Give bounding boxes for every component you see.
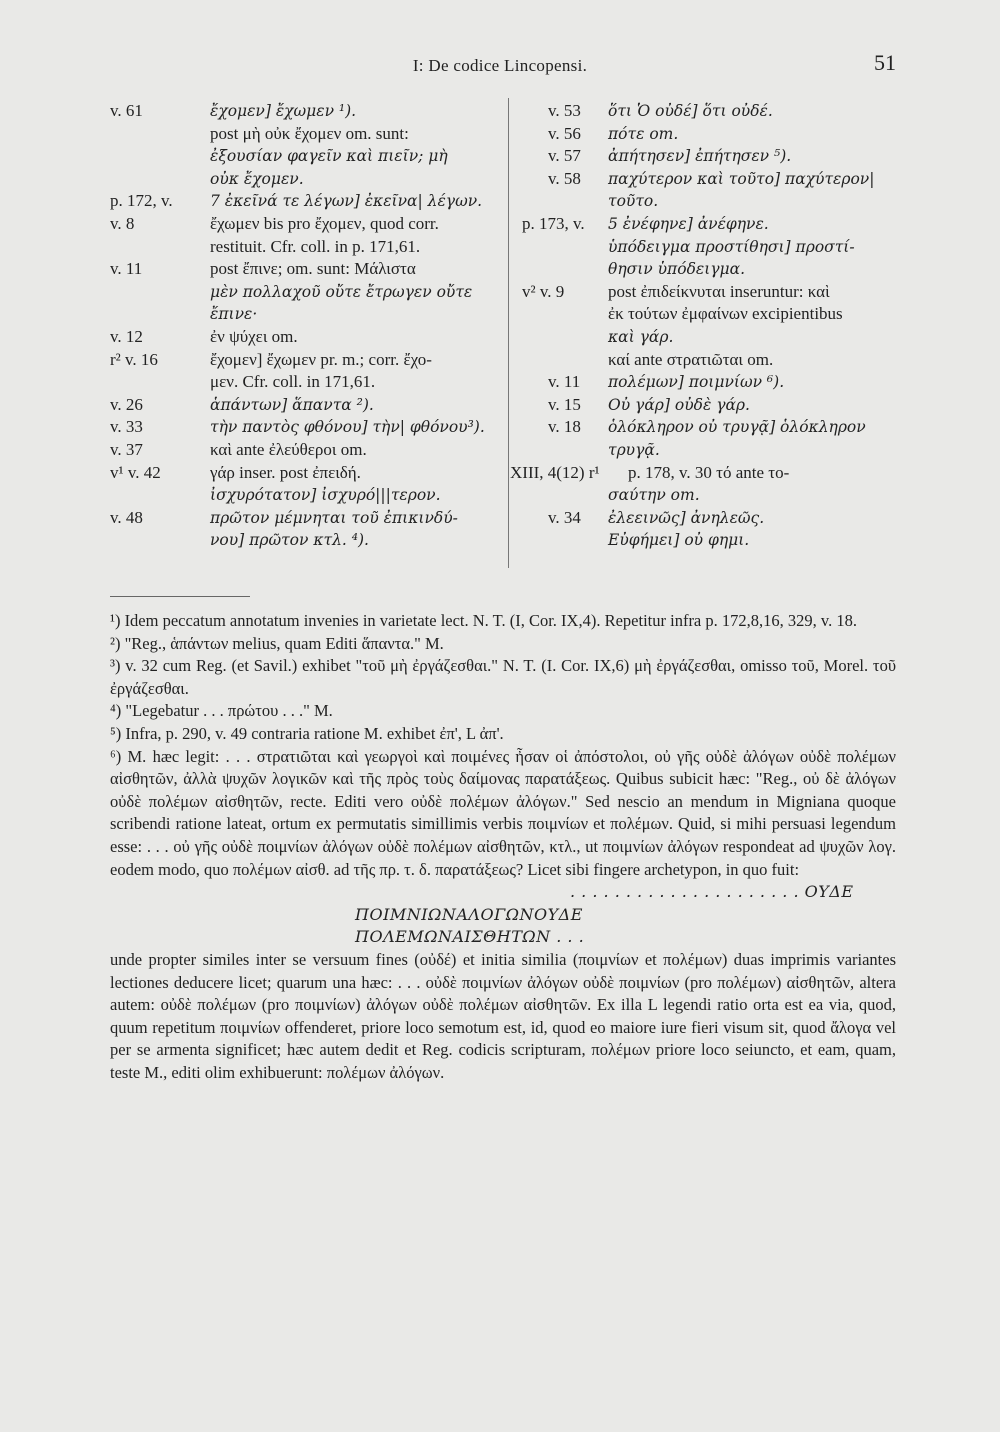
entry-ref (110, 168, 210, 191)
entry-ref (508, 236, 608, 259)
entry-ref (508, 349, 608, 372)
collation-entry (508, 529, 908, 552)
entry-ref: v. 26 (110, 394, 143, 414)
collation-entry (110, 123, 510, 146)
entry-text: restituit. Cfr. coll. in p. 171,61. (210, 236, 421, 256)
entry-ref: v. 58 (548, 168, 581, 188)
entry-text: σαύτην om. (608, 486, 700, 505)
entry-text: γάρ inser. post ἐπειδή. (210, 462, 361, 482)
collation-entry (508, 439, 908, 462)
entry-text: post ἐπιδείκνυται inseruntur: καὶ (608, 281, 830, 301)
entry-ref (508, 326, 608, 349)
collation-entry (508, 349, 908, 372)
collation-entry (110, 168, 510, 191)
collation-entry (508, 303, 908, 326)
entry-ref: v. 11 (548, 372, 581, 392)
entry-ref (508, 439, 608, 462)
entry-ref: v¹ v. 42 (110, 462, 161, 482)
entry-text: 7 ἐκεῖνά τε λέγων] ἐκεῖνα| λέγων. (210, 192, 483, 211)
collation-entry (110, 236, 510, 259)
collation-entry (508, 371, 908, 394)
entry-text: ἁπάντων] ἅπαντα ²). (210, 395, 374, 414)
page-number: 51 (874, 50, 896, 75)
entry-text: ὅτι Ὁ οὐδέ] ὅτι οὐδέ. (608, 102, 773, 120)
entry-ref: v. 37 (110, 439, 143, 459)
collation-entry (508, 145, 908, 168)
entry-text: ὑπόδειγμα προστίθησι] προστί- (608, 237, 855, 256)
footnote: ⁵) Infra, p. 290, v. 49 contraria ratione M. exhibet ἐπ', L ἀπ'. (110, 723, 504, 743)
collation-entry (508, 123, 908, 146)
collation-entry (110, 100, 510, 123)
collation-entry (110, 394, 510, 417)
entry-ref: v. 57 (548, 146, 581, 166)
entry-text: ἐξουσίαν φαγεῖν καὶ πιεῖν; μὴ (210, 147, 448, 166)
footnote-separator (110, 596, 250, 597)
entry-text: post μὴ οὐκ ἔχομεν om. sunt: (210, 123, 409, 143)
entry-text: καὶ γάρ. (608, 327, 674, 346)
collation-entry (508, 394, 908, 417)
entry-ref: p. 172, v. (110, 191, 173, 211)
entry-text: ἔχωμεν bis pro ἔχομεν, quod corr. (210, 213, 439, 233)
entry-ref (110, 123, 210, 146)
entry-text: ἀπήτησεν] ἐπήτησεν ⁵). (608, 147, 792, 166)
collation-entry (508, 484, 908, 507)
entry-text: ἐν ψύχει om. (210, 326, 298, 346)
collation-entry (110, 326, 510, 349)
entry-text: καί ante στρατιῶται om. (608, 349, 774, 369)
entry-ref (508, 484, 608, 507)
entry-ref: v. 61 (110, 101, 143, 120)
entry-text: ὁλόκληρον οὐ τρυγᾷ] ὁλόκληρον (608, 418, 866, 437)
footnote: ⁶) M. hæc legit: . . . στρατιῶται καὶ γεωργοὶ καὶ ποιμένες ἦσαν οἱ ἀπόστολοι, οὐ γῆς οὐδὲ ἀλόγων οὐδὲ πολέμων αἰσθητῶν, ἀλλὰ ψυχῶν λογικῶν καὶ τῆς πρὸς τοὺς δαίμονας παρατάξεως. Quibus subicit hæc: "Reg., οὐ δὲ ἀλόγων οὐδὲ πολέμων αἰσθητῶν, recte. Editi vero οὐδὲ πολέμων ἀλόγων." Sed nescio an mendum in Migniana quoque scribendi ratione lateat, ortum ex permutatis simillimis verbis ποιμνίων et πολέμων. Quid, si mihi persuasi legendum esse: . . . οὐ γῆς οὐδὲ ποιμνίων ἀλόγων οὐδὲ πολέμων αἰσθητῶν, κτλ., ut ποιμνίων ἀλόγων respondeat ad ψυχῶν λογ. eodem modo, quo πολέμων αἰσθ. ad τῆς πρ. τ. δ. παρατάξεως? Licet sibi fingere archetypon, in quo fuit: (110, 746, 896, 879)
entry-text: νου] πρῶτον κτλ. ⁴). (210, 531, 369, 550)
entry-text: πότε om. (608, 124, 679, 143)
collation-entry (110, 439, 510, 462)
collation-entry (508, 213, 908, 236)
entry-text: θησιν ὑπόδειγμα. (608, 260, 746, 279)
entry-text: ἐλεεινῶς] ἀνηλεῶς. (608, 508, 765, 527)
entry-ref: v. 18 (548, 417, 581, 437)
collation-entry (110, 281, 510, 304)
uncial-line: ΠΟΛΕΜΩΝΑΙΣΘΗΤΩΝ . . . (355, 927, 585, 947)
collation-entry (508, 100, 908, 123)
collation-entry (508, 416, 908, 439)
collation-entry (110, 303, 510, 326)
footnote: ¹) Idem peccatum annotatum invenies in varietate lect. N. T. (I, Cor. IX,4). Repetitur infra p. 172,8,16, 329, v. 18. (110, 611, 857, 630)
entry-ref: p. 173, v. (522, 213, 585, 233)
entry-text: ἔχομεν] ἔχωμεν pr. m.; corr. ἔχο- (210, 349, 432, 369)
entry-text: τὴν παντὸς φθόνου] τὴν| φθόνου³). (210, 418, 485, 437)
entry-ref: v. 12 (110, 326, 143, 346)
collation-entry (110, 462, 510, 485)
entry-ref: v. 33 (110, 417, 143, 437)
collation-entry (110, 484, 510, 507)
entry-ref (110, 145, 210, 168)
entry-ref (110, 529, 210, 552)
entry-text: παχύτερον καὶ τοῦτο] παχύτερον| (608, 169, 875, 188)
entry-ref: v. 56 (548, 123, 581, 143)
entry-text: μεν. Cfr. coll. in 171,61. (210, 372, 376, 392)
running-header: I: De codice Lincopensi. (412, 56, 588, 75)
entry-ref (110, 281, 210, 304)
uncial-line: . . . . . . . . . . . . . . . . . . . . . ΟΥΔΕ (570, 882, 854, 902)
collation-entry (110, 190, 510, 213)
entry-ref: XIII, 4(12) r¹ (510, 462, 600, 482)
entry-text: πολέμων] ποιμνίων ⁶). (608, 373, 785, 392)
collation-entry (508, 462, 908, 485)
entry-text: p. 178, v. 30 τό ante το- (628, 462, 790, 482)
uncial-line: ΠΟΙΜΝΙΩΝΑΛΟΓΩΝΟΥΔΕ (355, 904, 583, 924)
entry-ref (110, 371, 210, 394)
entry-ref (508, 529, 608, 552)
collation-entry (110, 258, 510, 281)
collation-entry (110, 529, 510, 552)
collation-entry (508, 281, 908, 304)
entry-ref (508, 190, 608, 213)
entry-ref (508, 303, 608, 326)
entry-text: Οὐ γάρ] οὐδὲ γάρ. (608, 395, 750, 414)
entry-ref: v. 53 (548, 101, 581, 120)
entry-text: ἔχομεν] ἔχωμεν ¹). (210, 102, 357, 120)
left-collation-column (110, 100, 510, 552)
collation-entry (110, 371, 510, 394)
entry-ref (508, 258, 608, 281)
entry-ref: v. 8 (110, 213, 135, 233)
entry-text: post ἔπινε; om. sunt: Μάλιστα (210, 259, 416, 279)
entry-ref (110, 236, 210, 259)
footnote: ⁴) "Legebatur . . . πρώτου . . ." M. (110, 701, 333, 721)
footnotes-section (110, 610, 896, 1084)
entry-text: μὲν πολλαχοῦ οὔτε ἔτρωγεν οὔτε (210, 282, 473, 301)
collation-entry (508, 190, 908, 213)
collation-entry (110, 213, 510, 236)
entry-ref: v. 11 (110, 259, 143, 279)
entry-text: ἰσχυρότατον] ἰσχυρό|||τερον. (210, 486, 441, 505)
entry-text: οὐκ ἔχομεν. (210, 169, 304, 188)
collation-entry (508, 236, 908, 259)
entry-text: τρυγᾷ. (608, 440, 660, 459)
collation-entry (508, 326, 908, 349)
collation-entry (110, 145, 510, 168)
right-collation-column (508, 100, 908, 552)
collation-entry (110, 507, 510, 530)
entry-text: τοῦτο. (608, 192, 659, 211)
entry-ref: r² v. 16 (110, 349, 158, 369)
footnote: ³) v. 32 cum Reg. (et Savil.) exhibet "τοῦ μὴ ἐργάζεσθαι." N. T. (I. Cor. IX,6) μὴ ἐργάζεσθαι, omisso τοῦ, Morel. τοῦ ἐργάζεσθαι. (110, 656, 896, 698)
entry-text: ἔπινε· (210, 305, 258, 324)
entry-text: καὶ ante ἐλεύθεροι om. (210, 439, 367, 459)
entry-text: πρῶτον μέμνηται τοῦ ἐπικινδύ- (210, 508, 458, 527)
entry-ref: v. 34 (548, 507, 581, 527)
entry-text: Εὐφήμει] οὐ φημι. (608, 531, 750, 550)
entry-text: 5 ἐνέφηνε] ἀνέφηνε. (608, 214, 769, 233)
collation-entry (110, 349, 510, 372)
collation-entry (508, 168, 908, 191)
entry-ref (110, 484, 210, 507)
entry-ref: v² v. 9 (522, 281, 565, 301)
collation-entry (508, 258, 908, 281)
footnote: ²) "Reg., ἁπάντων melius, quam Editi ἅπαντα." M. (110, 633, 444, 653)
closing-paragraph: unde propter similes inter se versuum fines (οὐδέ) et initia similia (ποιμνίων et πολέμων) duas imprimis variantes lectiones deducere licet; quarum una hæc: . . . οὐδὲ ποιμνίων ἀλόγων οὐδὲ ποιμνίων (pro πολέμων) αἰσθητῶν, altera autem: οὐδὲ πολέμων (pro ποιμνίων) ἀλόγων οὐδὲ πολέμων αἰσθητῶν. Ex illa L legendi ratio orta est ea via, quod, quum repetitum ποιμνίων offenderet, priore loco semotum est, id, quod eo maiore iure fieri visum sit, quod ἄλογα vel per se armenta significet; hæc autem dedit et Reg. codicis scripturam, πολέμων priore loco seiuncto, et eam, quam, teste M., editi olim exhibuerunt: πολέμων ἀλόγων. (110, 949, 896, 1082)
collation-entry (110, 416, 510, 439)
entry-ref: v. 48 (110, 507, 143, 527)
entry-text: ἐκ τούτων ἐμφαίνων excipientibus (608, 304, 843, 324)
entry-ref (110, 303, 210, 326)
collation-entry (508, 507, 908, 530)
entry-ref: v. 15 (548, 394, 581, 414)
